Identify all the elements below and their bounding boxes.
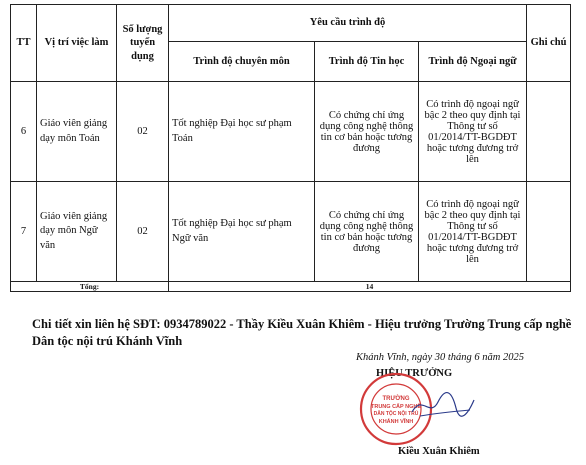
header-language: Trình độ Ngoại ngữ <box>419 42 527 82</box>
cell-quota: 02 <box>117 82 169 182</box>
cell-language: Có trình độ ngoại ngữ bậc 2 theo quy định tại Thông tư số 01/2014/TT-BGDĐT hoặc tương đương trở lên <box>419 182 527 282</box>
header-note: Ghi chú <box>527 5 571 82</box>
place-date: Khánh Vĩnh, ngày 30 tháng 6 năm 2025 <box>356 352 524 363</box>
cell-tt: 6 <box>11 82 37 182</box>
cell-position: Giáo viên giảng dạy môn Ngữ văn <box>37 182 117 282</box>
header-requirements: Yêu cầu trình độ <box>169 5 527 42</box>
cell-it: Có chứng chỉ ứng dụng công nghệ thông tin cơ bản hoặc tương đương <box>315 182 419 282</box>
cell-language: Có trình độ ngoại ngữ bậc 2 theo quy định tại Thông tư số 01/2014/TT-BGDĐT hoặc tương đương trở lên <box>419 82 527 182</box>
cell-professional: Tốt nghiệp Đại học sư phạm Ngữ văn <box>169 182 315 282</box>
header-position: Vị trí việc làm <box>37 5 117 82</box>
signer-name: Kiều Xuân Khiêm <box>398 446 480 457</box>
svg-text:KHÁNH VĨNH: KHÁNH VĨNH <box>378 419 414 425</box>
cell-it: Có chứng chỉ ứng dụng công nghệ thông tin cơ bản hoặc tương đương <box>315 82 419 182</box>
signer-title: HIỆU TRƯỞNG <box>376 368 453 379</box>
cell-position: Giáo viên giảng dạy môn Toán <box>37 82 117 182</box>
svg-text:DÂN TỘC NỘI TRÚ: DÂN TỘC NỘI TRÚ <box>373 411 419 417</box>
cell-tt: 7 <box>11 182 37 282</box>
cell-professional: Tốt nghiệp Đại học sư phạm Toán <box>169 82 315 182</box>
header-professional: Trình độ chuyên môn <box>169 42 315 82</box>
recruitment-table <box>10 4 571 292</box>
svg-text:TRƯỜNG: TRƯỜNG <box>382 396 410 402</box>
header-tt: TT <box>11 5 37 82</box>
cell-quota: 02 <box>117 182 169 282</box>
header-it: Trình độ Tin học <box>315 42 419 82</box>
contact-text: Chi tiết xin liên hệ SĐT: 0934789022 - Thầy Kiều Xuân Khiêm - Hiệu trưởng Trường Trung cấp nghề Dân tộc nội trú Khánh Vĩnh <box>32 317 572 348</box>
handwritten-signature <box>408 388 478 424</box>
total-label: Tổng: <box>11 282 169 292</box>
svg-text:TRUNG CẤP NGHỀ: TRUNG CẤP NGHỀ <box>370 404 422 410</box>
cell-note <box>527 82 571 182</box>
cell-note <box>527 182 571 282</box>
total-row <box>11 282 571 292</box>
table-row <box>11 82 571 182</box>
header-quota: Số lượng tuyển dụng <box>117 5 169 82</box>
total-value: 14 <box>169 282 571 292</box>
table-row <box>11 182 571 282</box>
